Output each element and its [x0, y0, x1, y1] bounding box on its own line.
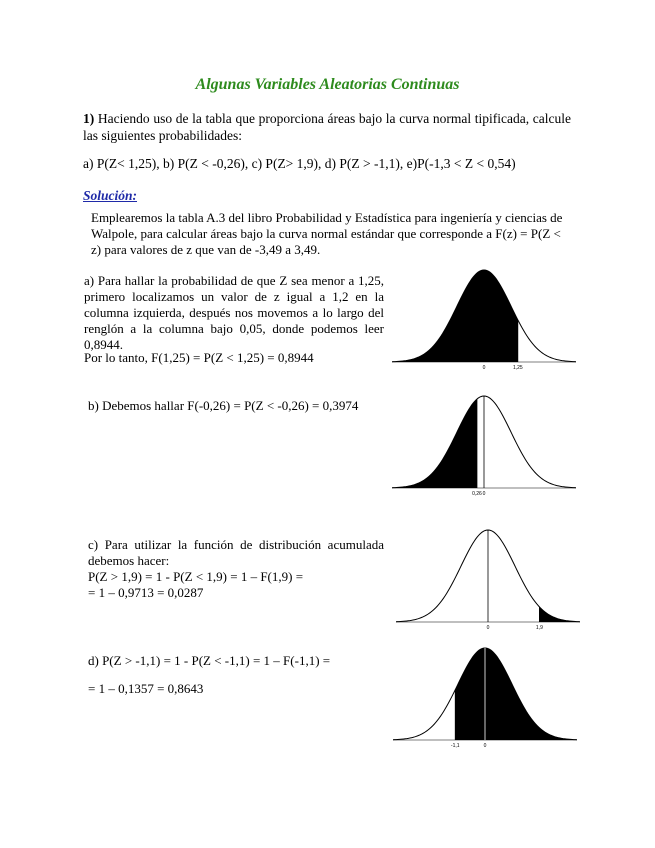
part-b-normal-curve	[392, 388, 576, 496]
part-b-text: b) Debemos hallar F(-0,26) = P(Z < -0,26) = 0,3974	[88, 398, 359, 413]
solution-intro: Emplearemos la tabla A.3 del libro Probabilidad y Estadística para ingeniería y ciencias de Walpole, para calcular áreas bajo la curva normal estándar que corresponde a F(z) = P(Z < z) para valores de z que van de -3,49 a 3,49.	[91, 210, 563, 257]
part-d-line-1: d) P(Z > -1,1) = 1 - P(Z < -1,1) = 1 – F(-1,1) =	[88, 653, 331, 668]
tick-label: 0	[483, 743, 487, 749]
page-title: Algunas Variables Aleatorias Continuas	[195, 76, 460, 93]
part-c-line-1: c) Para utilizar la función de distribución acumulada debemos hacer:	[88, 537, 384, 568]
problem-statement	[83, 110, 571, 144]
part-d-normal-curve	[393, 640, 577, 748]
part-a-result: Por lo tanto, F(1,25) = P(Z < 1,25) = 0,8944	[84, 350, 314, 365]
problem-text: Haciendo uso de la tabla que proporciona áreas bajo la curva normal tipificada, calcule las siguientes probabilidades:	[83, 111, 571, 143]
tick-label: 0	[482, 491, 486, 497]
problem-number: 1)	[83, 111, 95, 126]
shaded-area	[392, 399, 477, 488]
part-d-line-2: = 1 – 0,1357 = 0,8643	[88, 681, 204, 696]
tick-label: 0	[486, 625, 490, 631]
problem-items: a) P(Z< 1,25), b) P(Z < -0,26), c) P(Z> 1,9), d) P(Z > -1,1), e)P(-1,3 < Z < 0,54)	[83, 156, 516, 171]
part-c-normal-curve	[396, 522, 580, 630]
tick-label: 1,9	[535, 625, 543, 631]
tick-label: 0	[482, 365, 486, 371]
shaded-area	[455, 648, 577, 740]
tick-label: 0,26	[472, 491, 482, 497]
tick-label: -1,1	[450, 743, 460, 749]
tick-label: 1,25	[512, 365, 523, 371]
part-c-line-3: = 1 – 0,9713 = 0,0287	[88, 585, 204, 600]
part-a-text: a) Para hallar la probabilidad de que Z sea menor a 1,25, primero localizamos un valor de z igual a 1,2 en la columna izquierda, después nos movemos a lo largo del renglón a la columna bajo 0,05, donde podemos leer 0,8944.	[84, 273, 384, 352]
part-a-normal-curve	[392, 262, 576, 370]
part-c-text	[88, 537, 384, 601]
part-c-line-2: P(Z > 1,9) = 1 - P(Z < 1,9) = 1 – F(1,9) =	[88, 569, 304, 584]
solution-label: Solución:	[83, 188, 138, 203]
